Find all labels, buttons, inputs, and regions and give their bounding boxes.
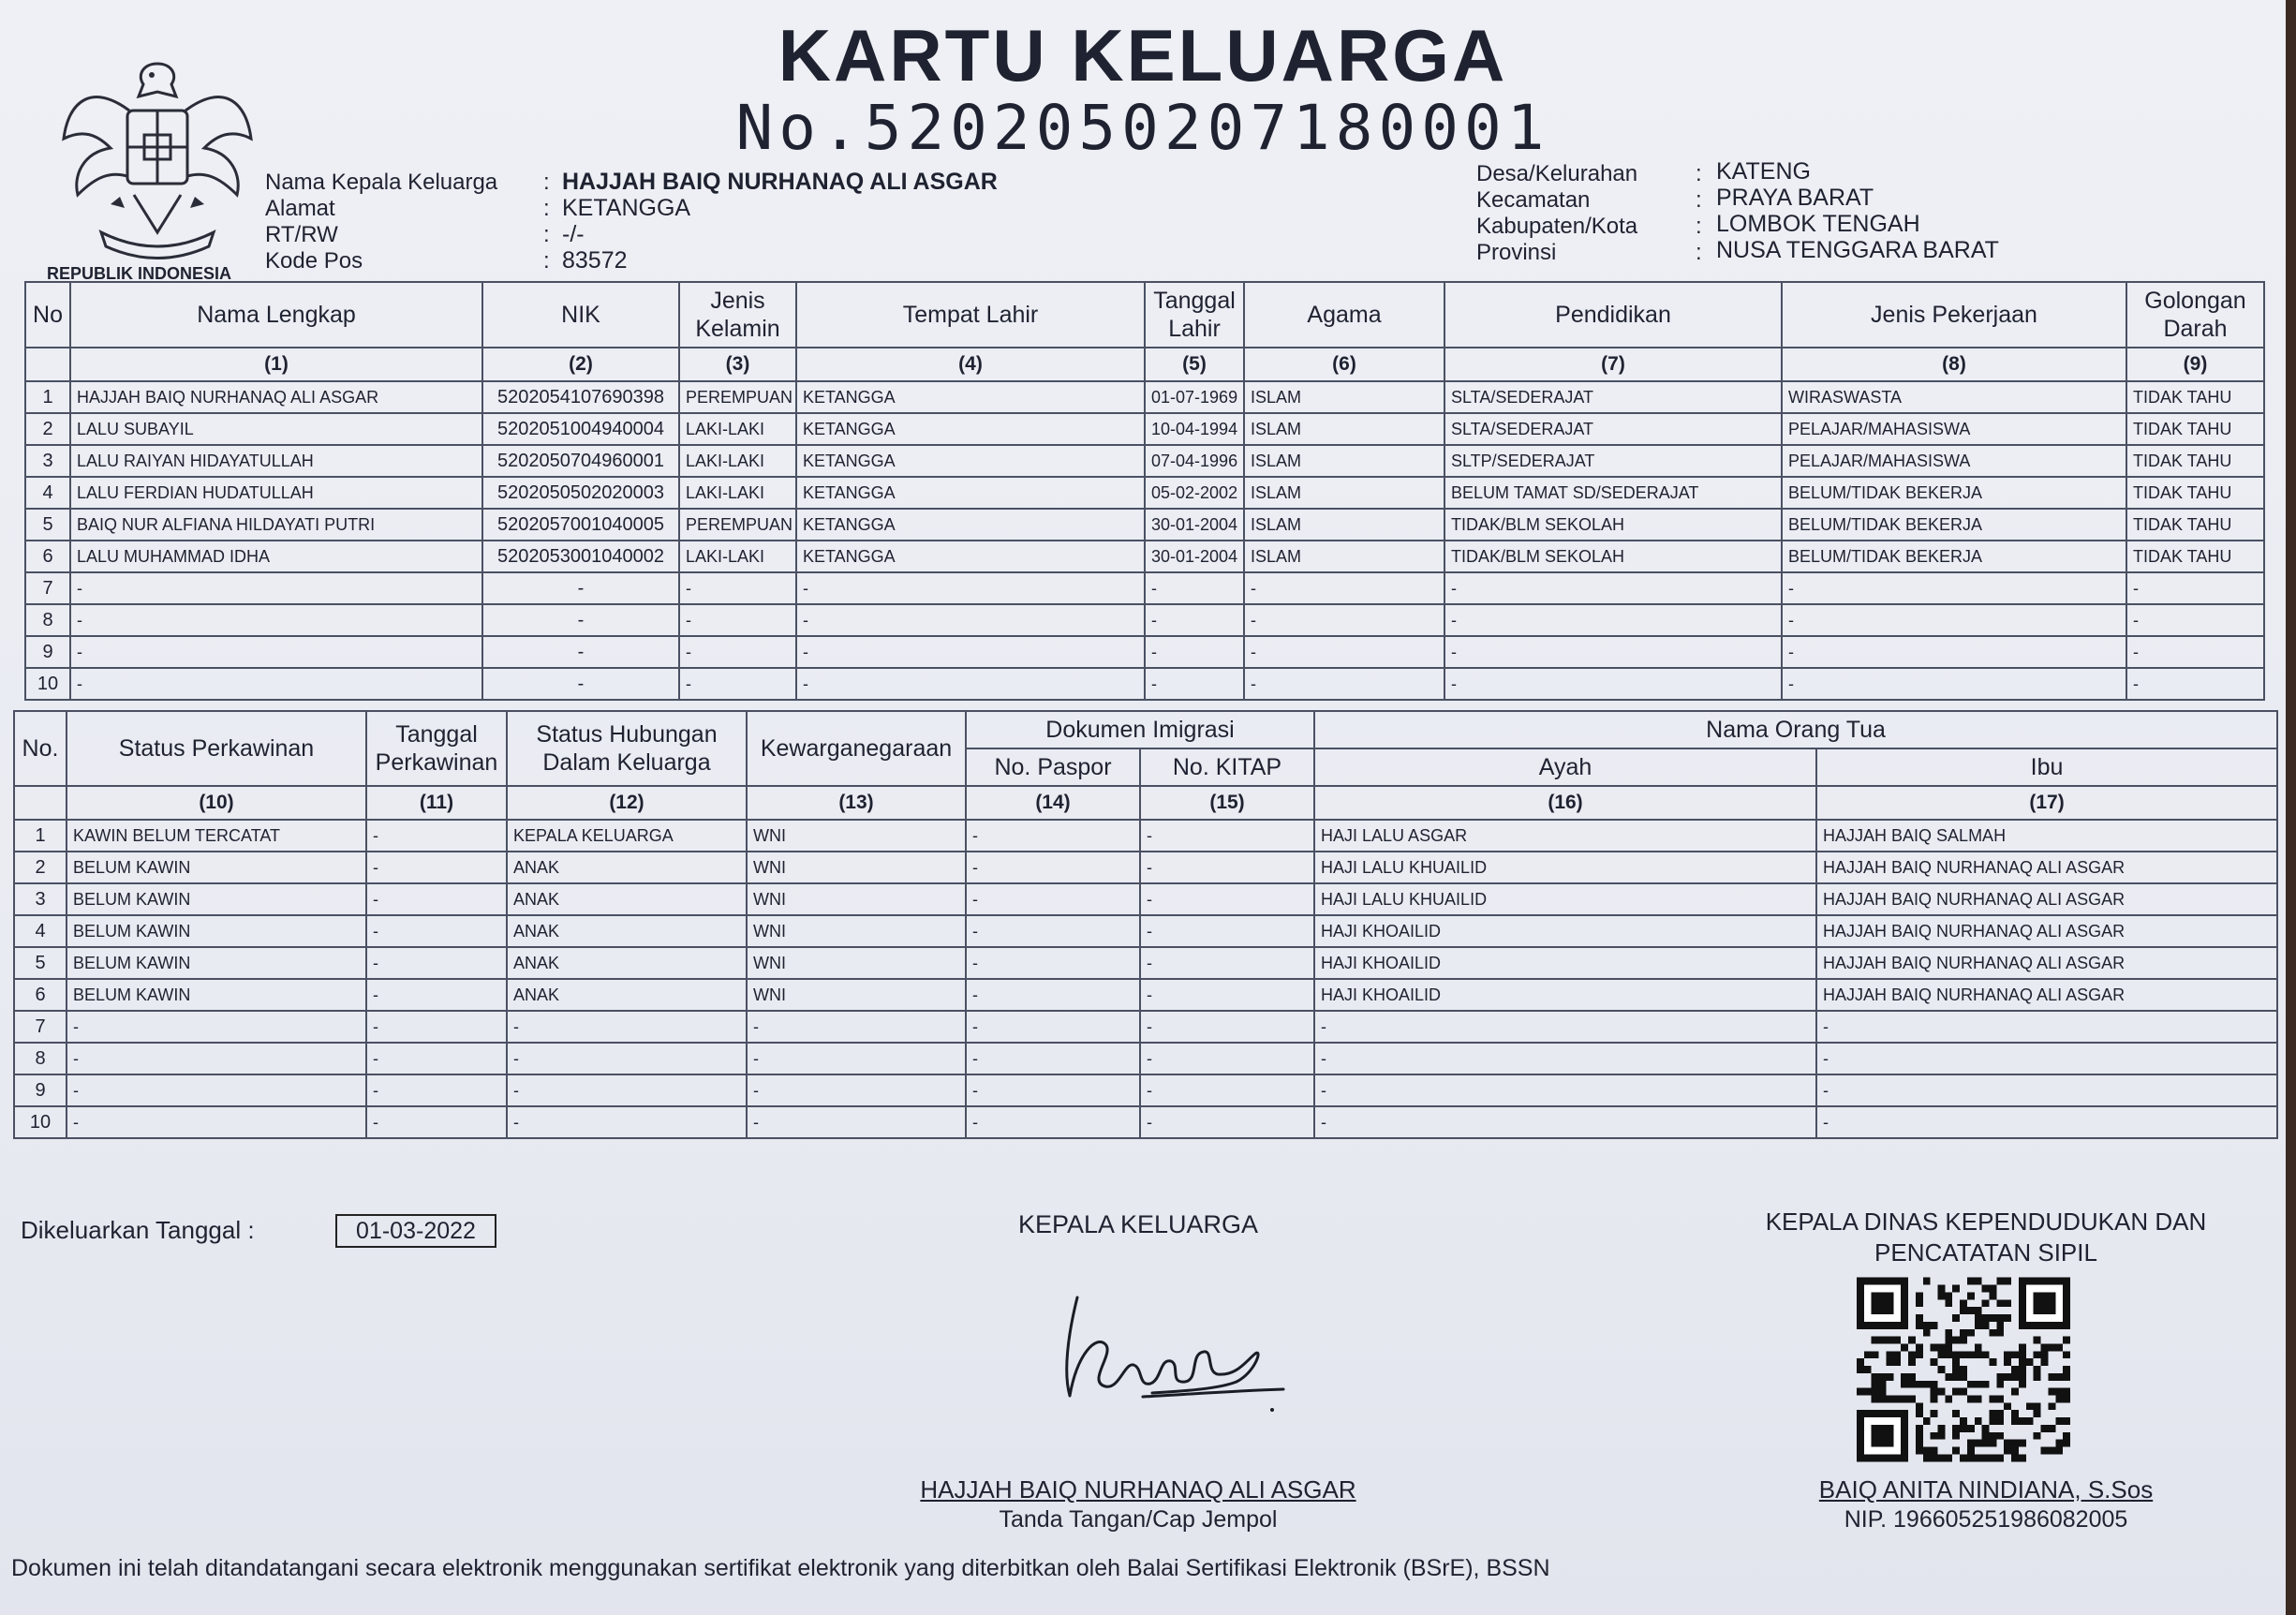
cell-nama: HAJJAH BAIQ NURHANAQ ALI ASGAR (70, 381, 482, 413)
cell-pendidikan: - (1444, 572, 1782, 604)
col-header-golongan-darah: Golongan Darah (2126, 282, 2264, 348)
cell-row-no: 1 (14, 820, 67, 852)
cell-golongan-darah: - (2126, 572, 2264, 604)
cell-pendidikan: - (1444, 604, 1782, 636)
cell-ibu: HAJJAH BAIQ NURHANAQ ALI ASGAR (1816, 883, 2277, 915)
cell-golongan-darah: TIDAK TAHU (2126, 477, 2264, 509)
cell-no-paspor: - (966, 1011, 1140, 1043)
cell-no-kitap: - (1140, 979, 1314, 1011)
cell-no-kitap: - (1140, 1011, 1314, 1043)
table-row (14, 820, 2277, 852)
cell-status-hubungan: - (507, 1011, 747, 1043)
cell-tanggal-lahir: 07-04-1996 (1145, 445, 1244, 477)
cell-tanggal-lahir: - (1145, 572, 1244, 604)
cell-agama: - (1244, 604, 1444, 636)
signature (1049, 1279, 1293, 1419)
e-signature-disclaimer: Dokumen ini telah ditandatangani secara elektronik menggunakan sertifikat elektronik yang diterbitkan oleh Balai Sertifikasi Elektronik (BSrE), BSSN (11, 1555, 1550, 1581)
cell-ibu: - (1816, 1043, 2277, 1074)
cell-pendidikan: TIDAK/BLM SEKOLAH (1444, 541, 1782, 572)
table-row (25, 477, 2264, 509)
column-number: (12) (507, 786, 747, 820)
cell-tanggal-lahir: 10-04-1994 (1145, 413, 1244, 445)
cell-tanggal-perkawinan: - (366, 1011, 507, 1043)
cell-jenis-kelamin: PEREMPUAN (679, 381, 796, 413)
cell-nama: LALU FERDIAN HUDATULLAH (70, 477, 482, 509)
cell-row-no: 10 (14, 1106, 67, 1138)
cell-jenis-kelamin: - (679, 636, 796, 668)
cell-tanggal-perkawinan: - (366, 947, 507, 979)
column-number: (1) (70, 348, 482, 381)
cell-nik: 5202050502020003 (482, 477, 679, 509)
official-title-line2: PENCATATAN SIPIL (1874, 1238, 2097, 1267)
cell-tanggal-lahir: 05-02-2002 (1145, 477, 1244, 509)
table-row (25, 381, 2264, 413)
cell-status-perkawinan: BELUM KAWIN (67, 883, 366, 915)
cell-tanggal-perkawinan: - (366, 883, 507, 915)
col-header-ibu: Ibu (1816, 748, 2277, 786)
cell-status-hubungan: ANAK (507, 852, 747, 883)
cell-ibu: HAJJAH BAIQ NURHANAQ ALI ASGAR (1816, 915, 2277, 947)
cell-tempat-lahir: - (796, 572, 1145, 604)
table-row (14, 979, 2277, 1011)
column-number: (15) (1140, 786, 1314, 820)
column-number: (7) (1444, 348, 1782, 381)
cell-no-paspor: - (966, 915, 1140, 947)
cell-tanggal-lahir: 30-01-2004 (1145, 541, 1244, 572)
cell-no-kitap: - (1140, 820, 1314, 852)
cell-jenis-kelamin: - (679, 668, 796, 700)
cell-jenis-kelamin: - (679, 572, 796, 604)
cell-pekerjaan: PELAJAR/MAHASISWA (1782, 445, 2126, 477)
cell-pekerjaan: - (1782, 636, 2126, 668)
cell-no-paspor: - (966, 1074, 1140, 1106)
cell-tempat-lahir: KETANGGA (796, 509, 1145, 541)
cell-tanggal-perkawinan: - (366, 1074, 507, 1106)
column-number: (3) (679, 348, 796, 381)
col-header-tempat-lahir: Tempat Lahir (796, 282, 1145, 348)
cell-status-hubungan: ANAK (507, 979, 747, 1011)
col-header-nama: Nama Lengkap (70, 282, 482, 348)
head-of-family-name: HAJJAH BAIQ NURHANAQ ALI ASGAR (920, 1475, 1356, 1504)
colon: : (1696, 240, 1702, 265)
cell-no-paspor: - (966, 820, 1140, 852)
table-row (14, 1074, 2277, 1106)
cell-ayah: HAJI LALU KHUAILID (1314, 852, 1816, 883)
cell-pendidikan: - (1444, 668, 1782, 700)
cell-jenis-kelamin: LAKI-LAKI (679, 541, 796, 572)
cell-tanggal-perkawinan: - (366, 915, 507, 947)
qr-code-icon (1857, 1276, 2070, 1463)
cell-no-paspor: - (966, 1043, 1140, 1074)
cell-status-hubungan: KEPALA KELUARGA (507, 820, 747, 852)
cell-ayah: - (1314, 1011, 1816, 1043)
cell-tempat-lahir: KETANGGA (796, 477, 1145, 509)
emblem-caption: REPUBLIK INDONESIA (47, 264, 232, 283)
colon: : (543, 248, 550, 274)
cell-status-perkawinan: BELUM KAWIN (67, 947, 366, 979)
cell-agama: ISLAM (1244, 509, 1444, 541)
cell-tempat-lahir: KETANGGA (796, 541, 1145, 572)
table-row (25, 604, 2264, 636)
cell-kewarganegaraan: WNI (747, 947, 966, 979)
cell-golongan-darah: TIDAK TAHU (2126, 381, 2264, 413)
cell-kewarganegaraan: WNI (747, 820, 966, 852)
cell-nama: - (70, 572, 482, 604)
cell-ayah: HAJI KHOAILID (1314, 979, 1816, 1011)
cell-no-paspor: - (966, 979, 1140, 1011)
cell-tanggal-perkawinan: - (366, 979, 507, 1011)
colon: : (543, 170, 550, 195)
column-number: (17) (1816, 786, 2277, 820)
col-header-status-perkawinan: Status Perkawinan (67, 711, 366, 786)
official-title-line1: KEPALA DINAS KEPENDUDUKAN DAN (1765, 1208, 2207, 1236)
field-label-alamat: Alamat (265, 196, 335, 221)
cell-nik: - (482, 604, 679, 636)
cell-status-perkawinan: KAWIN BELUM TERCATAT (67, 820, 366, 852)
cell-row-no: 7 (14, 1011, 67, 1043)
field-label-nama-kepala: Nama Kepala Keluarga (265, 170, 498, 195)
cell-row-no: 5 (25, 509, 70, 541)
cell-tanggal-perkawinan: - (366, 1106, 507, 1138)
cell-status-perkawinan: - (67, 1074, 366, 1106)
table-row (25, 445, 2264, 477)
col-header-kewarganegaraan: Kewarganegaraan (747, 711, 966, 786)
col-header-no-kitap: No. KITAP (1140, 748, 1314, 786)
cell-kewarganegaraan: WNI (747, 883, 966, 915)
cell-pekerjaan: - (1782, 668, 2126, 700)
cell-kewarganegaraan: WNI (747, 915, 966, 947)
field-label-kabupaten: Kabupaten/Kota (1476, 214, 1638, 239)
cell-kewarganegaraan: - (747, 1106, 966, 1138)
issued-date-value: 01-03-2022 (335, 1214, 496, 1248)
cell-pendidikan: BELUM TAMAT SD/SEDERAJAT (1444, 477, 1782, 509)
cell-status-perkawinan: - (67, 1106, 366, 1138)
cell-nama: - (70, 668, 482, 700)
cell-agama: - (1244, 636, 1444, 668)
cell-ibu: HAJJAH BAIQ NURHANAQ ALI ASGAR (1816, 979, 2277, 1011)
cell-tanggal-lahir: - (1145, 604, 1244, 636)
col-header-tanggal-lahir: Tanggal Lahir (1145, 282, 1244, 348)
cell-ayah: HAJI KHOAILID (1314, 947, 1816, 979)
cell-pekerjaan: PELAJAR/MAHASISWA (1782, 413, 2126, 445)
cell-status-perkawinan: BELUM KAWIN (67, 915, 366, 947)
table-row (14, 852, 2277, 883)
cell-agama: ISLAM (1244, 477, 1444, 509)
cell-pendidikan: TIDAK/BLM SEKOLAH (1444, 509, 1782, 541)
cell-tempat-lahir: KETANGGA (796, 445, 1145, 477)
table-row (14, 1043, 2277, 1074)
official-nip: NIP. 196605251986082005 (1844, 1506, 2128, 1533)
cell-ayah: - (1314, 1106, 1816, 1138)
cell-kewarganegaraan: - (747, 1043, 966, 1074)
column-number: (11) (366, 786, 507, 820)
table-row (14, 915, 2277, 947)
field-value-nama-kepala: HAJJAH BAIQ NURHANAQ ALI ASGAR (562, 169, 998, 195)
cell-agama: ISLAM (1244, 413, 1444, 445)
cell-golongan-darah: - (2126, 636, 2264, 668)
cell-status-perkawinan: BELUM KAWIN (67, 852, 366, 883)
col-header-nik: NIK (482, 282, 679, 348)
cell-nama: - (70, 636, 482, 668)
cell-golongan-darah: - (2126, 668, 2264, 700)
colon: : (543, 196, 550, 221)
cell-golongan-darah: TIDAK TAHU (2126, 445, 2264, 477)
cell-no-kitap: - (1140, 915, 1314, 947)
cell-status-hubungan: ANAK (507, 883, 747, 915)
official-title (1696, 1207, 2276, 1268)
column-number: (13) (747, 786, 966, 820)
column-number: (4) (796, 348, 1145, 381)
cell-jenis-kelamin: LAKI-LAKI (679, 477, 796, 509)
cell-nik: - (482, 636, 679, 668)
cell-kewarganegaraan: WNI (747, 852, 966, 883)
cell-no-paspor: - (966, 883, 1140, 915)
cell-no-kitap: - (1140, 852, 1314, 883)
cell-golongan-darah: TIDAK TAHU (2126, 413, 2264, 445)
column-number: (2) (482, 348, 679, 381)
colon: : (543, 222, 550, 247)
cell-agama: ISLAM (1244, 445, 1444, 477)
column-number: (6) (1244, 348, 1444, 381)
cell-pekerjaan: BELUM/TIDAK BEKERJA (1782, 477, 2126, 509)
cell-pendidikan: - (1444, 636, 1782, 668)
table-row (25, 413, 2264, 445)
cell-agama: - (1244, 572, 1444, 604)
col-header-no: No. (14, 711, 67, 786)
cell-tanggal-perkawinan: - (366, 820, 507, 852)
column-number (14, 786, 67, 820)
table-row (25, 509, 2264, 541)
cell-nama: BAIQ NUR ALFIANA HILDAYATI PUTRI (70, 509, 482, 541)
cell-nik: 5202050704960001 (482, 445, 679, 477)
cell-row-no: 4 (25, 477, 70, 509)
cell-pekerjaan: WIRASWASTA (1782, 381, 2126, 413)
cell-nik: 5202054107690398 (482, 381, 679, 413)
cell-tempat-lahir: - (796, 636, 1145, 668)
cell-nama: LALU RAIYAN HIDAYATULLAH (70, 445, 482, 477)
cell-kewarganegaraan: WNI (747, 979, 966, 1011)
cell-agama: ISLAM (1244, 541, 1444, 572)
cell-pendidikan: SLTA/SEDERAJAT (1444, 381, 1782, 413)
col-header-no: No (25, 282, 70, 348)
cell-ibu: - (1816, 1074, 2277, 1106)
column-number: (14) (966, 786, 1140, 820)
document-title: KARTU KELUARGA (778, 14, 1508, 96)
col-header-agama: Agama (1244, 282, 1444, 348)
cell-row-no: 1 (25, 381, 70, 413)
cell-no-kitap: - (1140, 1106, 1314, 1138)
column-number: (9) (2126, 348, 2264, 381)
cell-ayah: - (1314, 1074, 1816, 1106)
table-row (14, 947, 2277, 979)
field-value-rtrw: -/- (562, 221, 585, 247)
field-label-rtrw: RT/RW (265, 222, 338, 247)
field-value-alamat: KETANGGA (562, 195, 691, 221)
cell-pekerjaan: BELUM/TIDAK BEKERJA (1782, 509, 2126, 541)
cell-pekerjaan: - (1782, 572, 2126, 604)
cell-row-no: 10 (25, 668, 70, 700)
family-members-table (24, 281, 2265, 701)
cell-status-hubungan: - (507, 1074, 747, 1106)
col-header-dokumen-imigrasi: Dokumen Imigrasi (966, 711, 1314, 748)
col-header-status-hubungan: Status Hubungan Dalam Keluarga (507, 711, 747, 786)
cell-status-hubungan: ANAK (507, 947, 747, 979)
field-value-kodepos: 83572 (562, 247, 628, 274)
cell-ibu: HAJJAH BAIQ NURHANAQ ALI ASGAR (1816, 947, 2277, 979)
field-value-kabupaten: LOMBOK TENGAH (1716, 211, 1920, 237)
column-number (25, 348, 70, 381)
cell-ayah: HAJI KHOAILID (1314, 915, 1816, 947)
cell-status-perkawinan: BELUM KAWIN (67, 979, 366, 1011)
cell-ayah: - (1314, 1043, 1816, 1074)
cell-golongan-darah: TIDAK TAHU (2126, 509, 2264, 541)
cell-tempat-lahir: - (796, 604, 1145, 636)
cell-ibu: - (1816, 1106, 2277, 1138)
field-value-kecamatan: PRAYA BARAT (1716, 185, 1874, 211)
colon: : (1696, 187, 1702, 213)
cell-row-no: 2 (25, 413, 70, 445)
field-label-kecamatan: Kecamatan (1476, 187, 1591, 213)
official-name: BAIQ ANITA NINDIANA, S.Sos (1818, 1475, 2154, 1504)
col-header-no-paspor: No. Paspor (966, 748, 1140, 786)
cell-row-no: 5 (14, 947, 67, 979)
cell-jenis-kelamin: - (679, 604, 796, 636)
cell-nama: LALU SUBAYIL (70, 413, 482, 445)
column-number: (16) (1314, 786, 1816, 820)
issued-date-label: Dikeluarkan Tanggal : (21, 1216, 255, 1244)
column-number: (5) (1145, 348, 1244, 381)
cell-pekerjaan: BELUM/TIDAK BEKERJA (1782, 541, 2126, 572)
cell-golongan-darah: TIDAK TAHU (2126, 541, 2264, 572)
cell-nik: 5202053001040002 (482, 541, 679, 572)
cell-row-no: 9 (25, 636, 70, 668)
cell-nik: - (482, 668, 679, 700)
cell-jenis-kelamin: LAKI-LAKI (679, 413, 796, 445)
cell-tanggal-lahir: 30-01-2004 (1145, 509, 1244, 541)
cell-tempat-lahir: KETANGGA (796, 413, 1145, 445)
head-of-family-label: KEPALA KELUARGA (1017, 1210, 1259, 1238)
cell-row-no: 2 (14, 852, 67, 883)
cell-pendidikan: SLTP/SEDERAJAT (1444, 445, 1782, 477)
col-header-pekerjaan: Jenis Pekerjaan (1782, 282, 2126, 348)
colon: : (1696, 161, 1702, 186)
cell-row-no: 4 (14, 915, 67, 947)
table-row (25, 572, 2264, 604)
cell-tanggal-perkawinan: - (366, 1043, 507, 1074)
column-number: (10) (67, 786, 366, 820)
cell-pendidikan: SLTA/SEDERAJAT (1444, 413, 1782, 445)
field-label-kodepos: Kode Pos (265, 248, 363, 274)
colon: : (1696, 214, 1702, 239)
field-value-desa: KATENG (1716, 158, 1811, 185)
cell-status-perkawinan: - (67, 1011, 366, 1043)
cell-status-hubungan: ANAK (507, 915, 747, 947)
cell-tanggal-perkawinan: - (366, 852, 507, 883)
cell-no-kitap: - (1140, 947, 1314, 979)
cell-agama: ISLAM (1244, 381, 1444, 413)
cell-row-no: 8 (25, 604, 70, 636)
cell-no-kitap: - (1140, 1074, 1314, 1106)
col-header-tanggal-perkawinan: Tanggal Perkawinan (366, 711, 507, 786)
cell-pekerjaan: - (1782, 604, 2126, 636)
col-header-jenis-kelamin: Jenis Kelamin (679, 282, 796, 348)
cell-jenis-kelamin: LAKI-LAKI (679, 445, 796, 477)
cell-row-no: 9 (14, 1074, 67, 1106)
cell-nama: LALU MUHAMMAD IDHA (70, 541, 482, 572)
signature-caption: Tanda Tangan/Cap Jempol (999, 1506, 1278, 1533)
cell-no-kitap: - (1140, 1043, 1314, 1074)
col-header-ayah: Ayah (1314, 748, 1816, 786)
cell-golongan-darah: - (2126, 604, 2264, 636)
cell-nik: 5202057001040005 (482, 509, 679, 541)
cell-ibu: HAJJAH BAIQ SALMAH (1816, 820, 2277, 852)
cell-agama: - (1244, 668, 1444, 700)
cell-row-no: 8 (14, 1043, 67, 1074)
field-label-desa: Desa/Kelurahan (1476, 161, 1638, 186)
kk-number: No.5202050207180001 (735, 92, 1550, 164)
cell-ibu: - (1816, 1011, 2277, 1043)
table-row (14, 883, 2277, 915)
cell-row-no: 6 (25, 541, 70, 572)
column-number: (8) (1782, 348, 2126, 381)
field-value-provinsi: NUSA TENGGARA BARAT (1716, 237, 1999, 263)
field-label-provinsi: Provinsi (1476, 240, 1557, 265)
cell-tanggal-lahir: - (1145, 636, 1244, 668)
cell-no-paspor: - (966, 852, 1140, 883)
table-row (14, 1106, 2277, 1138)
cell-nik: 5202051004940004 (482, 413, 679, 445)
col-header-nama-orang-tua: Nama Orang Tua (1314, 711, 2277, 748)
cell-ayah: HAJI LALU ASGAR (1314, 820, 1816, 852)
cell-no-paspor: - (966, 1106, 1140, 1138)
cell-no-kitap: - (1140, 883, 1314, 915)
cell-status-perkawinan: - (67, 1043, 366, 1074)
cell-ibu: HAJJAH BAIQ NURHANAQ ALI ASGAR (1816, 852, 2277, 883)
cell-nama: - (70, 604, 482, 636)
family-status-table (13, 710, 2278, 1139)
cell-jenis-kelamin: PEREMPUAN (679, 509, 796, 541)
cell-row-no: 3 (25, 445, 70, 477)
table-row (14, 1011, 2277, 1043)
cell-tanggal-lahir: 01-07-1969 (1145, 381, 1244, 413)
cell-tempat-lahir: - (796, 668, 1145, 700)
col-header-pendidikan: Pendidikan (1444, 282, 1782, 348)
cell-kewarganegaraan: - (747, 1074, 966, 1106)
cell-kewarganegaraan: - (747, 1011, 966, 1043)
cell-row-no: 7 (25, 572, 70, 604)
cell-nik: - (482, 572, 679, 604)
cell-row-no: 6 (14, 979, 67, 1011)
cell-ayah: HAJI LALU KHUAILID (1314, 883, 1816, 915)
cell-tanggal-lahir: - (1145, 668, 1244, 700)
cell-no-paspor: - (966, 947, 1140, 979)
table-row (25, 668, 2264, 700)
cell-status-hubungan: - (507, 1043, 747, 1074)
cell-tempat-lahir: KETANGGA (796, 381, 1145, 413)
table-row (25, 541, 2264, 572)
cell-status-hubungan: - (507, 1106, 747, 1138)
cell-row-no: 3 (14, 883, 67, 915)
table-row (25, 636, 2264, 668)
